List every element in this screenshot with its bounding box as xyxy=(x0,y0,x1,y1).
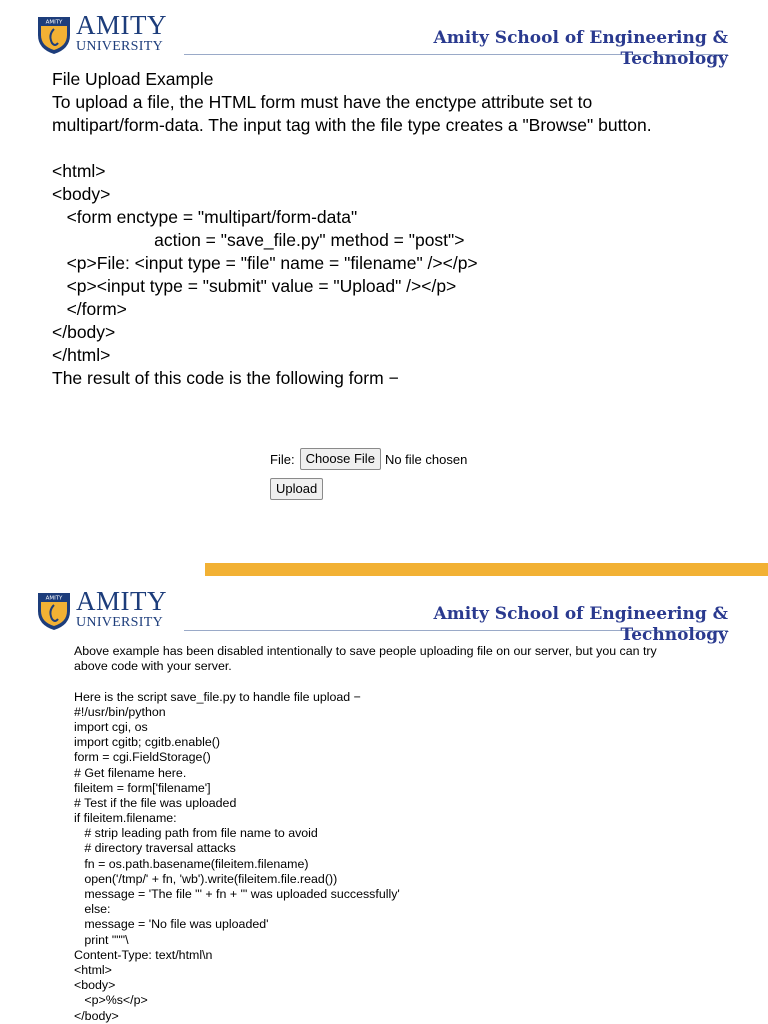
logo-subtitle: UNIVERSITY xyxy=(76,615,163,630)
code-line: <body> xyxy=(74,978,116,993)
code-line: <html> xyxy=(52,161,106,181)
code-line: </body> xyxy=(52,322,116,342)
logo-name: AMITY xyxy=(76,10,167,40)
result-text: The result of this code is the following form − xyxy=(52,368,399,388)
slide-footer-bar xyxy=(205,563,768,576)
slide-1-content xyxy=(52,68,752,390)
slide-2 xyxy=(0,576,768,1024)
amity-logo xyxy=(36,10,176,57)
upload-button[interactable]: Upload xyxy=(270,478,323,500)
school-title xyxy=(408,28,728,70)
code-line: message = 'The file "' + fn + '" was uploaded successfully' xyxy=(74,887,400,902)
shield-label: AMITY xyxy=(45,19,63,26)
blank-line xyxy=(74,674,684,689)
code-line: # Get filename here. xyxy=(74,765,187,780)
code-line: else: xyxy=(74,902,111,917)
code-line: # directory traversal attacks xyxy=(74,841,236,856)
submit-row xyxy=(270,477,467,501)
code-line: message = 'No file was uploaded' xyxy=(74,917,269,932)
code-line: fn = os.path.basename(fileitem.filename) xyxy=(74,856,309,871)
logo-name: AMITY xyxy=(76,586,167,616)
blank-line xyxy=(52,137,752,160)
code-line: import cgitb; cgitb.enable() xyxy=(74,735,221,750)
logo-subtitle: UNIVERSITY xyxy=(76,39,163,54)
file-row xyxy=(270,447,467,471)
code-line: import cgi, os xyxy=(74,719,148,734)
school-title-line2: Technology xyxy=(620,625,728,645)
no-file-chosen-text: No file chosen xyxy=(384,451,468,467)
amity-shield-icon xyxy=(36,589,72,631)
slide-title: File Upload Example xyxy=(52,69,214,89)
code-line: <p><input type = "submit" value = "Upload" /></p> xyxy=(52,276,457,296)
script-intro: Here is the script save_file.py to handle file upload − xyxy=(74,689,361,704)
code-line: # strip leading path from file name to avoid xyxy=(74,826,318,841)
code-line: </body> xyxy=(74,1008,119,1023)
school-title-line1: Amity School of Engineering & xyxy=(433,604,728,624)
code-line: <p>%s</p> xyxy=(74,993,148,1008)
code-line: </html> xyxy=(52,345,111,365)
school-title xyxy=(408,604,728,646)
shield-label: AMITY xyxy=(45,595,63,602)
code-line: <body> xyxy=(52,184,111,204)
intro-paragraph: To upload a file, the HTML form must have the enctype attribute set to multipart/form-data. The input tag with the file type creates a "Browse" button. xyxy=(52,92,652,135)
amity-shield-icon xyxy=(36,13,72,55)
school-title-line1: Amity School of Engineering & xyxy=(433,28,728,48)
file-label: File: xyxy=(270,451,295,467)
code-line: form = cgi.FieldStorage() xyxy=(74,750,211,765)
code-line: <p>File: <input type = "file" name = "filename" /></p> xyxy=(52,253,478,273)
code-line: # Test if the file was uploaded xyxy=(74,795,237,810)
upload-form-demo xyxy=(270,447,467,501)
school-title-line2: Technology xyxy=(620,49,728,69)
note-paragraph: Above example has been disabled intentionally to save people uploading file on our server, but you can try above code with your server. xyxy=(74,644,657,674)
code-line: Content-Type: text/html\n xyxy=(74,947,213,962)
code-line: action = "save_file.py" method = "post"> xyxy=(52,230,465,250)
code-line: </form> xyxy=(52,299,127,319)
code-line: open('/tmp/' + fn, 'wb').write(fileitem.file.read()) xyxy=(74,871,338,886)
code-line: fileitem = form['filename'] xyxy=(74,780,211,795)
choose-file-button[interactable]: Choose File xyxy=(300,448,381,470)
slide-2-content xyxy=(74,644,684,1024)
code-line: <form enctype = "multipart/form-data" xyxy=(52,207,358,227)
code-line: #!/usr/bin/python xyxy=(74,704,166,719)
amity-logo xyxy=(36,586,176,633)
code-line: if fileitem.filename: xyxy=(74,811,177,826)
code-line: <html> xyxy=(74,962,112,977)
code-line: print """\ xyxy=(74,932,129,947)
